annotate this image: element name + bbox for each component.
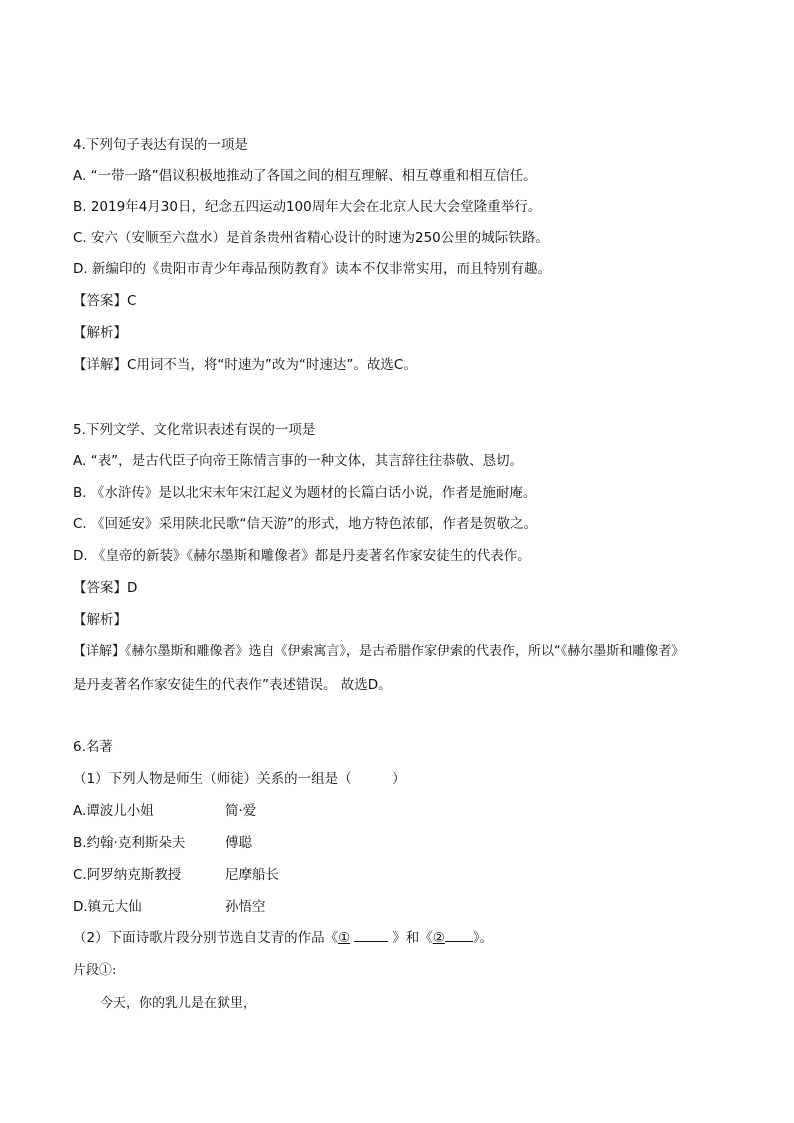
sub2-mid: 》和《: [392, 930, 433, 946]
q5-option-b: B. 《水浒传》是以北宋末年宋江起义为题材的长篇白话小说，作者是施耐庵。: [73, 485, 537, 501]
q6-option-c: [73, 866, 279, 884]
option-label: A.谭波儿小姐: [73, 803, 154, 819]
q6-stem: 6.名著: [73, 739, 113, 755]
q5-option-a: A. “表”，是古代臣子向帝王陈情言事的一种文体，其言辞往往恭敬、恳切。: [73, 453, 524, 469]
q4-option-c: C. 安六（安顺至六盘水）是首条贵州省精心设计的时速为250公里的城际铁路。: [73, 230, 549, 246]
q6-option-b: [73, 834, 252, 852]
q5-option-c: C. 《回延安》采用陕北民歌“信天游”的形式，地方特色浓郁，作者是贺敬之。: [73, 516, 537, 532]
q6-option-a: [73, 802, 256, 820]
q4-stem: 4.下列句子表达有误的一项是: [73, 137, 248, 153]
sub2-prefix: （2）下面诗歌片段分别节选自艾青的作品《: [73, 930, 339, 946]
q5-stem: 5.下列文学、文化常识表述有误的一项是: [73, 422, 316, 438]
option-label: C.阿罗纳克斯教授: [73, 867, 182, 883]
q4-detail: 【详解】C用词不当，将“时速为”改为“时速达”。故选C。: [73, 357, 417, 373]
q5-analysis: 【解析】: [73, 612, 127, 628]
q4-analysis: 【解析】: [73, 325, 127, 341]
option-label: B.约翰·克利斯朵夫: [73, 835, 186, 851]
poem-line: 今天，你的乳儿是在狱里，: [100, 996, 257, 1011]
q5-answer: 【答案】D: [73, 580, 138, 596]
q4-option-b: B. 2019年4月30日，纪念五四运动100周年大会在北京人民大会堂隆重举行。: [73, 199, 542, 215]
option-pair: 尼摩船长: [225, 867, 279, 883]
option-pair: 孙悟空: [225, 899, 266, 915]
option-pair: 简·爱: [225, 803, 257, 819]
q4-option-a: A. “一带一路”倡议积极地推动了各国之间的相互理解、相互尊重和相互信任。: [73, 168, 537, 184]
q6-option-d: [73, 898, 266, 916]
option-pair: 傅聪: [225, 835, 252, 851]
sub2-end: 》。: [472, 930, 494, 946]
option-label: D.镇元大仙: [73, 899, 142, 915]
fragment-label: 片段①:: [73, 963, 117, 978]
q4-option-d: D. 新编印的《贵阳市青少年毒品预防教育》读本不仅非常实用，而且特别有趣。: [73, 261, 551, 277]
q5-option-d: D. 《皇帝的新装》《赫尔墨斯和雕像者》都是丹麦著名作家安徒生的代表作。: [73, 548, 531, 564]
q5-detail-line1: 【详解】《赫尔墨斯和雕像者》选自《伊索寓言》，是古希腊作家伊索的代表作，所以“《赫尔墨斯和雕像者》: [73, 644, 685, 659]
q5-detail-line2: 是丹麦著名作家安徒生的代表作”表述错误。 故选D。: [73, 677, 392, 693]
q6-sub2: [73, 929, 493, 947]
blank-1-mark: ①: [338, 930, 351, 946]
q6-sub1: （1）下列人物是师生（师徒）关系的一组是（ ）: [73, 771, 406, 787]
blank-2: [445, 929, 473, 942]
blank-1: [354, 929, 388, 942]
q4-answer: 【答案】C: [73, 293, 137, 309]
blank-2-mark: ②: [432, 930, 445, 946]
